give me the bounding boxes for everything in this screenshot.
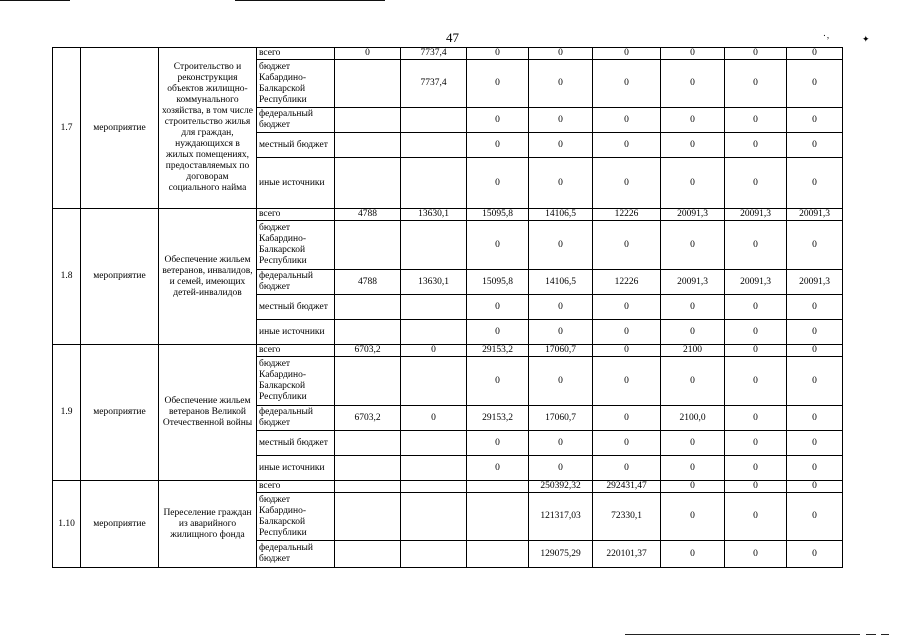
value-cell: 14106,5 xyxy=(529,270,593,295)
value-cell xyxy=(335,133,401,158)
value-cell: 0 xyxy=(661,456,725,481)
value-cell: 0 xyxy=(661,48,725,60)
value-cell xyxy=(401,431,467,456)
funding-source: бюджет Кабардино-Балкарской Республики xyxy=(257,493,335,541)
top-rule-left xyxy=(0,0,70,1)
value-cell: 20091,3 xyxy=(725,270,787,295)
value-cell: 0 xyxy=(787,493,843,541)
funding-source: местный бюджет xyxy=(257,431,335,456)
row-type: мероприятие xyxy=(81,345,159,481)
table-row xyxy=(53,209,843,221)
value-cell: 0 xyxy=(661,158,725,209)
value-cell: 0 xyxy=(593,295,661,320)
value-cell: 0 xyxy=(725,493,787,541)
value-cell: 0 xyxy=(725,357,787,406)
value-cell: 250392,32 xyxy=(529,481,593,493)
value-cell: 0 xyxy=(661,320,725,345)
value-cell: 0 xyxy=(467,456,529,481)
value-cell: 0 xyxy=(467,357,529,406)
value-cell xyxy=(401,320,467,345)
funding-source: федеральный бюджет xyxy=(257,406,335,431)
value-cell: 0 xyxy=(593,431,661,456)
value-cell: 12226 xyxy=(593,270,661,295)
funding-source: бюджет Кабардино-Балкарской Республики xyxy=(257,60,335,108)
value-cell: 0 xyxy=(787,295,843,320)
value-cell: 0 xyxy=(725,48,787,60)
value-cell: 0 xyxy=(725,60,787,108)
value-cell: 13630,1 xyxy=(401,270,467,295)
value-cell: 0 xyxy=(725,133,787,158)
value-cell: 15095,8 xyxy=(467,209,529,221)
value-cell: 20091,3 xyxy=(725,209,787,221)
value-cell: 0 xyxy=(787,320,843,345)
value-cell: 0 xyxy=(661,60,725,108)
value-cell xyxy=(335,108,401,133)
value-cell: 0 xyxy=(593,108,661,133)
funding-source: всего xyxy=(257,345,335,357)
value-cell xyxy=(335,221,401,270)
value-cell: 0 xyxy=(467,60,529,108)
value-cell: 12226 xyxy=(593,209,661,221)
value-cell: 0 xyxy=(529,48,593,60)
row-index: 1.7 xyxy=(53,48,81,209)
value-cell: 0 xyxy=(401,345,467,357)
value-cell: 20091,3 xyxy=(787,270,843,295)
value-cell: 121317,03 xyxy=(529,493,593,541)
row-description: Обеспечение жильем ветеранов, инвалидов, и семей, имеющих детей-инвалидов xyxy=(159,209,257,345)
value-cell: 7737,4 xyxy=(401,60,467,108)
value-cell xyxy=(335,60,401,108)
table-row xyxy=(53,481,843,493)
funding-source: всего xyxy=(257,209,335,221)
scan-mark: ٠, xyxy=(822,30,830,40)
value-cell: 129075,29 xyxy=(529,541,593,568)
value-cell: 0 xyxy=(661,295,725,320)
value-cell: 0 xyxy=(725,158,787,209)
value-cell: 6703,2 xyxy=(335,345,401,357)
value-cell: 0 xyxy=(401,406,467,431)
value-cell xyxy=(401,357,467,406)
value-cell: 0 xyxy=(529,320,593,345)
value-cell: 0 xyxy=(335,48,401,60)
funding-source: федеральный бюджет xyxy=(257,108,335,133)
value-cell: 0 xyxy=(529,133,593,158)
value-cell: 292431,47 xyxy=(593,481,661,493)
value-cell: 0 xyxy=(593,320,661,345)
value-cell xyxy=(467,481,529,493)
value-cell: 0 xyxy=(725,320,787,345)
value-cell: 0 xyxy=(725,456,787,481)
top-rule-center xyxy=(235,0,385,1)
value-cell: 0 xyxy=(529,221,593,270)
value-cell: 7737,4 xyxy=(401,48,467,60)
value-cell: 0 xyxy=(725,108,787,133)
value-cell: 0 xyxy=(529,158,593,209)
funding-source: всего xyxy=(257,48,335,60)
row-type: мероприятие xyxy=(81,481,159,568)
value-cell: 0 xyxy=(593,60,661,108)
value-cell xyxy=(401,108,467,133)
value-cell: 14106,5 xyxy=(529,209,593,221)
funding-source: федеральный бюджет xyxy=(257,541,335,568)
value-cell: 0 xyxy=(593,357,661,406)
value-cell: 0 xyxy=(787,221,843,270)
funding-source: местный бюджет xyxy=(257,133,335,158)
value-cell: 17060,7 xyxy=(529,345,593,357)
value-cell: 13630,1 xyxy=(401,209,467,221)
value-cell: 0 xyxy=(467,133,529,158)
value-cell: 0 xyxy=(661,431,725,456)
value-cell: 0 xyxy=(787,541,843,568)
value-cell: 0 xyxy=(467,48,529,60)
value-cell: 0 xyxy=(787,456,843,481)
value-cell xyxy=(401,295,467,320)
funding-source: федеральный бюджет xyxy=(257,270,335,295)
value-cell: 0 xyxy=(529,295,593,320)
value-cell: 0 xyxy=(787,60,843,108)
value-cell: 0 xyxy=(529,108,593,133)
value-cell: 17060,7 xyxy=(529,406,593,431)
value-cell: 0 xyxy=(787,431,843,456)
value-cell: 0 xyxy=(593,133,661,158)
row-description: Переселение граждан из аварийного жилищного фонда xyxy=(159,481,257,568)
table-row xyxy=(53,345,843,357)
table-row xyxy=(53,48,843,60)
value-cell: 0 xyxy=(725,541,787,568)
funding-source: всего xyxy=(257,481,335,493)
value-cell: 20091,3 xyxy=(661,209,725,221)
value-cell: 4788 xyxy=(335,270,401,295)
value-cell: 0 xyxy=(661,481,725,493)
funding-source: бюджет Кабардино-Балкарской Республики xyxy=(257,357,335,406)
value-cell: 20091,3 xyxy=(787,209,843,221)
value-cell: 0 xyxy=(661,133,725,158)
value-cell: 0 xyxy=(725,295,787,320)
page-number: 47 xyxy=(446,30,459,45)
value-cell: 0 xyxy=(725,481,787,493)
bottom-dash xyxy=(866,634,876,635)
value-cell: 0 xyxy=(725,345,787,357)
value-cell xyxy=(335,541,401,568)
value-cell xyxy=(401,481,467,493)
funding-source: бюджет Кабардино-Балкарской Республики xyxy=(257,221,335,270)
value-cell: 29153,2 xyxy=(467,406,529,431)
value-cell xyxy=(335,158,401,209)
row-index: 1.9 xyxy=(53,345,81,481)
row-index: 1.10 xyxy=(53,481,81,568)
value-cell: 0 xyxy=(725,431,787,456)
row-index: 1.8 xyxy=(53,209,81,345)
value-cell: 0 xyxy=(787,345,843,357)
value-cell: 0 xyxy=(529,431,593,456)
value-cell xyxy=(335,357,401,406)
funding-source: иные источники xyxy=(257,158,335,209)
value-cell: 4788 xyxy=(335,209,401,221)
value-cell xyxy=(467,541,529,568)
value-cell xyxy=(335,493,401,541)
row-description: Строительство и реконструкция объектов жилищно-коммунального хозяйства, в том числе строительство жилья для граждан, нуждающихся в жилых помещениях, предоставляемых по договорам социального найма xyxy=(159,48,257,209)
value-cell: 0 xyxy=(787,158,843,209)
value-cell: 0 xyxy=(467,320,529,345)
value-cell: 0 xyxy=(661,493,725,541)
value-cell: 29153,2 xyxy=(467,345,529,357)
value-cell: 0 xyxy=(593,456,661,481)
value-cell xyxy=(401,493,467,541)
value-cell: 0 xyxy=(787,357,843,406)
value-cell: 0 xyxy=(593,345,661,357)
bottom-rule xyxy=(625,634,860,635)
value-cell: 0 xyxy=(529,357,593,406)
value-cell: 0 xyxy=(593,158,661,209)
value-cell: 6703,2 xyxy=(335,406,401,431)
funding-source: иные источники xyxy=(257,456,335,481)
value-cell: 0 xyxy=(467,158,529,209)
value-cell xyxy=(401,456,467,481)
value-cell xyxy=(467,493,529,541)
value-cell: 0 xyxy=(661,108,725,133)
value-cell xyxy=(335,295,401,320)
value-cell: 0 xyxy=(787,108,843,133)
row-type: мероприятие xyxy=(81,209,159,345)
value-cell: 0 xyxy=(787,133,843,158)
value-cell: 0 xyxy=(787,481,843,493)
value-cell: 0 xyxy=(593,221,661,270)
value-cell xyxy=(335,431,401,456)
value-cell xyxy=(401,158,467,209)
value-cell xyxy=(401,133,467,158)
value-cell: 0 xyxy=(787,48,843,60)
value-cell xyxy=(401,221,467,270)
scan-mark: ✦ xyxy=(862,34,870,44)
row-type: мероприятие xyxy=(81,48,159,209)
value-cell: 0 xyxy=(725,221,787,270)
value-cell: 0 xyxy=(529,456,593,481)
bottom-dash xyxy=(881,634,889,635)
value-cell: 0 xyxy=(467,221,529,270)
value-cell xyxy=(335,481,401,493)
value-cell: 15095,8 xyxy=(467,270,529,295)
budget-table xyxy=(52,47,843,568)
value-cell: 0 xyxy=(593,406,661,431)
row-description: Обеспечение жильем ветеранов Великой Отечественной войны xyxy=(159,345,257,481)
value-cell: 2100 xyxy=(661,345,725,357)
value-cell: 0 xyxy=(661,357,725,406)
value-cell: 2100,0 xyxy=(661,406,725,431)
value-cell: 0 xyxy=(467,431,529,456)
value-cell: 220101,37 xyxy=(593,541,661,568)
value-cell: 72330,1 xyxy=(593,493,661,541)
funding-source: иные источники xyxy=(257,320,335,345)
value-cell: 0 xyxy=(661,221,725,270)
value-cell: 0 xyxy=(725,406,787,431)
value-cell: 0 xyxy=(661,541,725,568)
value-cell: 0 xyxy=(593,48,661,60)
value-cell: 20091,3 xyxy=(661,270,725,295)
funding-source: местный бюджет xyxy=(257,295,335,320)
value-cell: 0 xyxy=(529,60,593,108)
value-cell: 0 xyxy=(787,406,843,431)
value-cell xyxy=(335,320,401,345)
value-cell xyxy=(401,541,467,568)
value-cell xyxy=(335,456,401,481)
value-cell: 0 xyxy=(467,108,529,133)
value-cell: 0 xyxy=(467,295,529,320)
